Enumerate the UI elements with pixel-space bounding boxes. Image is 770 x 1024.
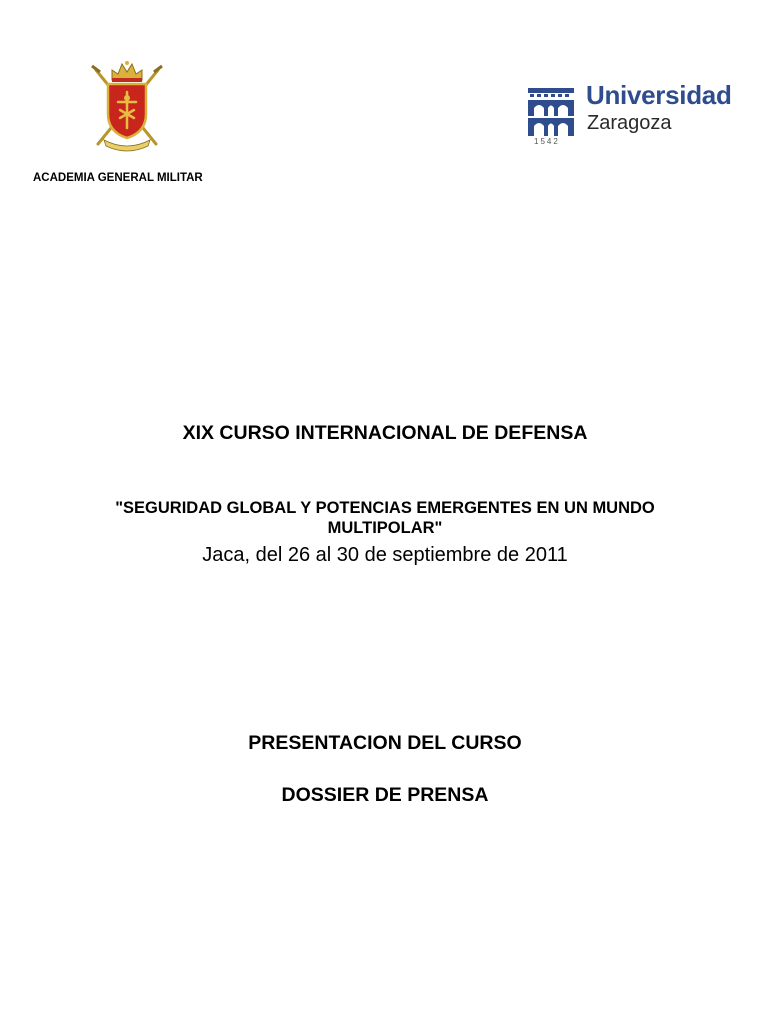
university-name-line1: Universidad (586, 80, 732, 110)
university-arches-icon (526, 86, 576, 138)
section-dossier-heading: DOSSIER DE PRENSA (281, 784, 489, 806)
military-crest-icon (88, 58, 166, 154)
institution-label: ACADEMIA GENERAL MILITAR (33, 172, 203, 184)
course-title: XIX CURSO INTERNACIONAL DE DEFENSA (182, 422, 588, 444)
section-presentation-heading: PRESENTACION DEL CURSO (248, 732, 522, 754)
universidad-zaragoza-logo (526, 80, 742, 150)
course-subtitle: "SEGURIDAD GLOBAL Y POTENCIAS EMERGENTES EN UN MUNDO MULTIPOLAR" (115, 499, 655, 537)
place-date: Jaca, del 26 al 30 de septiembre de 2011 (202, 544, 568, 566)
university-name-line2: Zaragoza (587, 112, 672, 134)
military-crest-logo (88, 58, 166, 154)
university-founding-year: 1542 (534, 137, 560, 146)
